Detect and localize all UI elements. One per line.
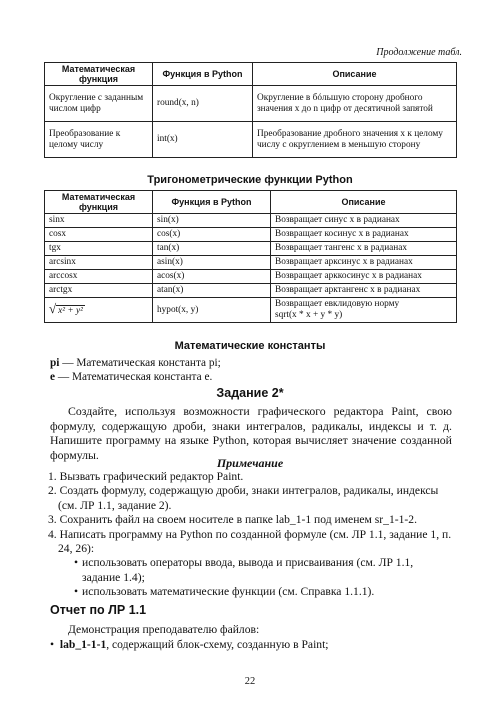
task-paragraph: Создайте, используя возможности графического редактора Paint, свою формулу, содержащую дроби, знаки интегралов, радикалы, индексы и т. д. Напишите программу на языке Python, которая вычисляет значение созданной формулы. — [50, 404, 452, 462]
table-row — [45, 228, 457, 242]
report-item — [50, 638, 329, 652]
header-math-function: Математическая функция — [45, 191, 153, 214]
table-cell: round(x, n) — [153, 86, 253, 122]
trig-functions-table — [44, 190, 457, 323]
trig-functions-title: Тригонометрические функции Python — [147, 174, 353, 186]
sqrt-formula-cell — [45, 298, 153, 323]
table-row — [45, 270, 457, 284]
page-number: 22 — [244, 676, 256, 687]
list-item — [58, 585, 452, 599]
list-item — [48, 528, 452, 600]
table-cell: arccosx — [45, 270, 153, 284]
table-cell: tgx — [45, 242, 153, 256]
table-cell: atan(x) — [153, 284, 271, 298]
constant-text: — Математическая константа e. — [55, 371, 213, 383]
table-cell: cosx — [45, 228, 153, 242]
bullet-text: использовать математические функции (см. Справка 1.1.1). — [82, 585, 375, 599]
table-row — [45, 242, 457, 256]
radicand: x² + y² — [58, 306, 83, 316]
constant-name: e — [50, 371, 56, 383]
bullet-icon: • — [74, 556, 79, 570]
table-cell: asin(x) — [153, 256, 271, 270]
list-item: 1. Вызвать графический редактор Paint. — [48, 470, 244, 483]
table-cell: Преобразование к целому числу — [45, 122, 153, 158]
constant-text: — Математическая константа pi; — [59, 357, 221, 369]
table-cell: arcsinx — [45, 256, 153, 270]
constant-line-e — [50, 370, 212, 384]
table-cell: Возвращает арккосинус x в радианах — [271, 270, 457, 284]
list-item: 2. Создать формулу, содержащую дроби, знаки интегралов, радикалы, индексы (см. ЛР 1.1, задание 2). — [48, 484, 439, 512]
report-item-text: , содержащий блок-схему, созданную в Paint; — [106, 638, 329, 651]
table-cell: Возвращает арксинус x в радианах — [271, 256, 457, 270]
report-title: Отчет по ЛР 1.1 — [50, 603, 147, 617]
desc-line: Возвращает евклидовую норму — [275, 299, 400, 309]
table-row — [45, 284, 457, 298]
table-cell: int(x) — [153, 122, 253, 158]
table-cell: Возвращает арктангенс x в радианах — [271, 284, 457, 298]
radical-icon: √ — [49, 301, 57, 316]
continuation-label: Продолжение табл. — [376, 47, 462, 58]
table-cell: Возвращает тангенс x в радианах — [271, 242, 457, 256]
step-text: 4. Написать программу на Python по созданной формуле (см. ЛР 1.1, задание 1, п. 24, 26): — [48, 527, 452, 556]
table-row — [45, 122, 457, 158]
header-description: Описание — [271, 191, 457, 214]
table-cell: cos(x) — [153, 228, 271, 242]
report-item-name: lab_1-1-1 — [59, 638, 107, 651]
table-cell — [271, 298, 457, 323]
table-cell: tan(x) — [153, 242, 271, 256]
task-title: Задание 2* — [216, 386, 284, 400]
table-cell: sin(x) — [153, 214, 271, 228]
steps-list — [48, 470, 452, 600]
rounding-functions-table — [44, 62, 457, 158]
report-intro: Демонстрация преподавателю файлов: — [68, 623, 260, 636]
table-header-row — [45, 191, 457, 214]
table-row — [45, 298, 457, 323]
table-cell: Округление с заданным числом цифр — [45, 86, 153, 122]
desc-line: sqrt(x * x + y * y) — [275, 310, 343, 320]
list-item — [58, 556, 452, 585]
list-item: 3. Сохранить файл на своем носителе в папке lab_1-1 под именем sr_1-1-2. — [48, 513, 417, 527]
table-cell: Возвращает косинус x в радианах — [271, 228, 457, 242]
table-cell: Возвращает синус x в радианах — [271, 214, 457, 228]
header-math-function: Математическая функция — [45, 63, 153, 86]
header-python-function: Функция в Python — [153, 191, 271, 214]
table-cell: Преобразование дробного значения x к целому числу с округлением в меньшую сторону — [253, 122, 457, 158]
header-description: Описание — [253, 63, 457, 86]
table-cell: arctgx — [45, 284, 153, 298]
note-title: Примечание — [216, 456, 284, 470]
constant-name: pi — [50, 357, 60, 369]
table-row — [45, 214, 457, 228]
header-python-function: Функция в Python — [153, 63, 253, 86]
bullet-text: использовать операторы ввода, вывода и присваивания (см. ЛР 1.1, задание 1.4); — [82, 556, 414, 584]
table-row — [45, 256, 457, 270]
table-header-row — [45, 63, 457, 86]
constants-title: Математические константы — [174, 340, 326, 352]
table-cell: sinx — [45, 214, 153, 228]
constant-line-pi — [50, 356, 221, 370]
table-row — [45, 86, 457, 122]
table-cell: Округление в бóльшую сторону дробного значения x до n цифр от десятичной запятой — [253, 86, 457, 122]
table-cell: hypot(x, y) — [153, 298, 271, 323]
sub-bullet-list — [58, 556, 452, 599]
bullet-icon: • — [50, 638, 60, 651]
bullet-icon: • — [74, 585, 79, 599]
table-cell: acos(x) — [153, 270, 271, 284]
